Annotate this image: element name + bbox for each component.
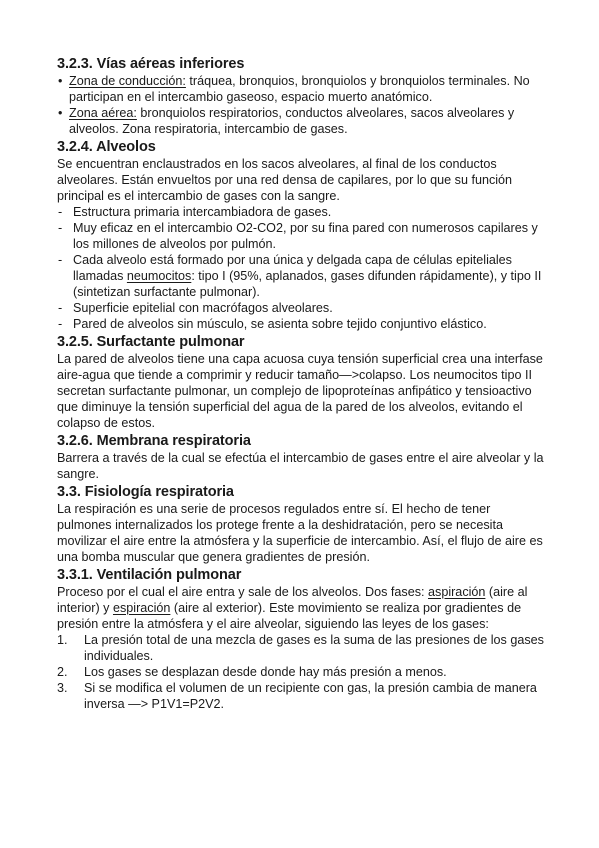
dash-marker: - [58,253,63,267]
heading-membrana-respiratoria: 3.2.6. Membrana respiratoria [57,433,251,449]
ventilacion-text-1: Proceso por el cual el aire entra y sale de los alveolos. Dos fases: [57,585,429,599]
heading-ventilacion-pulmonar: 3.3.1. Ventilación pulmonar [57,567,242,583]
alveolos-intro: Se encuentran enclaustrados en los sacos alveolares, al final de los conductos alveolares. Están envueltos por una red densa de capilares, por lo que su función principal es el intercambio de gases con la sangre. [57,157,513,203]
ventilacion-body [57,584,547,632]
item-text: Superficie epitelial con macrófagos alveolares. [73,301,333,315]
list-item [57,105,547,137]
list-item [57,632,547,664]
membrana-body: Barrera a través de la cual se efectúa el intercambio de gases entre el aire alveolar y la sangre. [57,451,544,481]
item-text-pre: Cada alveolo está formado por una única y delgada capa de células epiteliales llamadas [73,253,512,283]
zonas-list [57,73,547,137]
surfactante-body: La pared de alveolos tiene una capa acuosa cuya tensión superficial crea una interfase aire-agua que tiende a comprimir y reducir tamaño—>colapso. Los neumocitos tipo II secretan surfactante pulmonar, un complejo de lipoproteínas anfipático y tensioactivo que diminuye la tensión superficial del agua de la pared de los alveolos, evitando el colapso de estos. [57,352,543,430]
ventilacion-text-3: (aire al exterior). Este movimiento se realiza por gradientes de presión entre la atmósfera y el aire alveolar, siguiendo las leyes de los gases: [57,601,522,631]
item-text: Los gases se desplazan desde donde hay más presión a menos. [84,665,447,679]
list-item [57,316,547,332]
item-text: Pared de alveolos sin músculo, se asienta sobre tejido conjuntivo elástico. [73,317,487,331]
heading-fisiologia-respiratoria: 3.3. Fisiología respiratoria [57,484,234,500]
dash-marker: - [58,221,63,235]
term-zona-aerea: Zona aérea: [69,106,137,120]
item-text: Si se modifica el volumen de un recipiente con gas, la presión cambia de manera inversa —> P1V1=P2V2. [84,681,537,711]
term-espiracion: espiración [112,601,171,615]
bullet-marker: • [58,74,63,88]
alveolos-list [57,204,547,332]
item-text: La presión total de una mezcla de gases es la suma de las presiones de los gases individuales. [84,633,544,663]
list-item [57,252,547,300]
number-marker: 2. [57,665,68,679]
dash-marker: - [58,301,63,315]
term-neumocitos: neumocitos [126,269,192,283]
item-text: bronquiolos respiratorios, conductos alveolares, sacos alveolares y alveolos. Zona respiratoria, intercambio de gases. [69,106,515,136]
item-text: tráquea, bronquios, bronquiolos y bronquiolos terminales. No participan en el intercambio gaseoso, espacio muerto anatómico. [69,74,530,104]
term-aspiracion: aspiración [428,585,486,599]
item-text: Estructura primaria intercambiadora de gases. [73,205,332,219]
list-item [57,73,547,105]
item-text-post: : tipo I (95%, aplanados, gases difunden rápidamente), y tipo II (sintetizan surfactante pulmonar). [73,269,542,299]
item-text: Muy eficaz en el intercambio O2-CO2, por su fina pared con numerosos capilares y los millones de alveolos por pulmón. [73,221,538,251]
term-zona-conduccion: Zona de conducción: [69,74,186,88]
list-item [57,204,547,220]
heading-vias-aereas-inferiores: 3.2.3. Vías aéreas inferiores [57,56,245,72]
number-marker: 1. [57,633,68,647]
heading-alveolos: 3.2.4. Alveolos [57,139,156,155]
heading-surfactante-pulmonar: 3.2.5. Surfactante pulmonar [57,334,245,350]
number-marker: 3. [57,681,68,695]
dash-marker: - [58,205,63,219]
bullet-marker: • [58,106,63,120]
leyes-gases-list [57,632,547,712]
list-item [57,220,547,252]
list-item [57,664,547,680]
dash-marker: - [58,317,63,331]
ventilacion-text-2: (aire al interior) y [57,585,528,615]
list-item [57,680,547,712]
document-page [57,56,547,712]
list-item [57,300,547,316]
fisiologia-body: La respiración es una serie de procesos regulados entre sí. El hecho de tener pulmones internalizados los protege frente a la deshidratación, pero se necesita movilizar el aire entre la atmósfera y la superficie de intercambio. Así, el flujo de aire es una bomba muscular que genera gradientes de presión. [57,502,543,564]
